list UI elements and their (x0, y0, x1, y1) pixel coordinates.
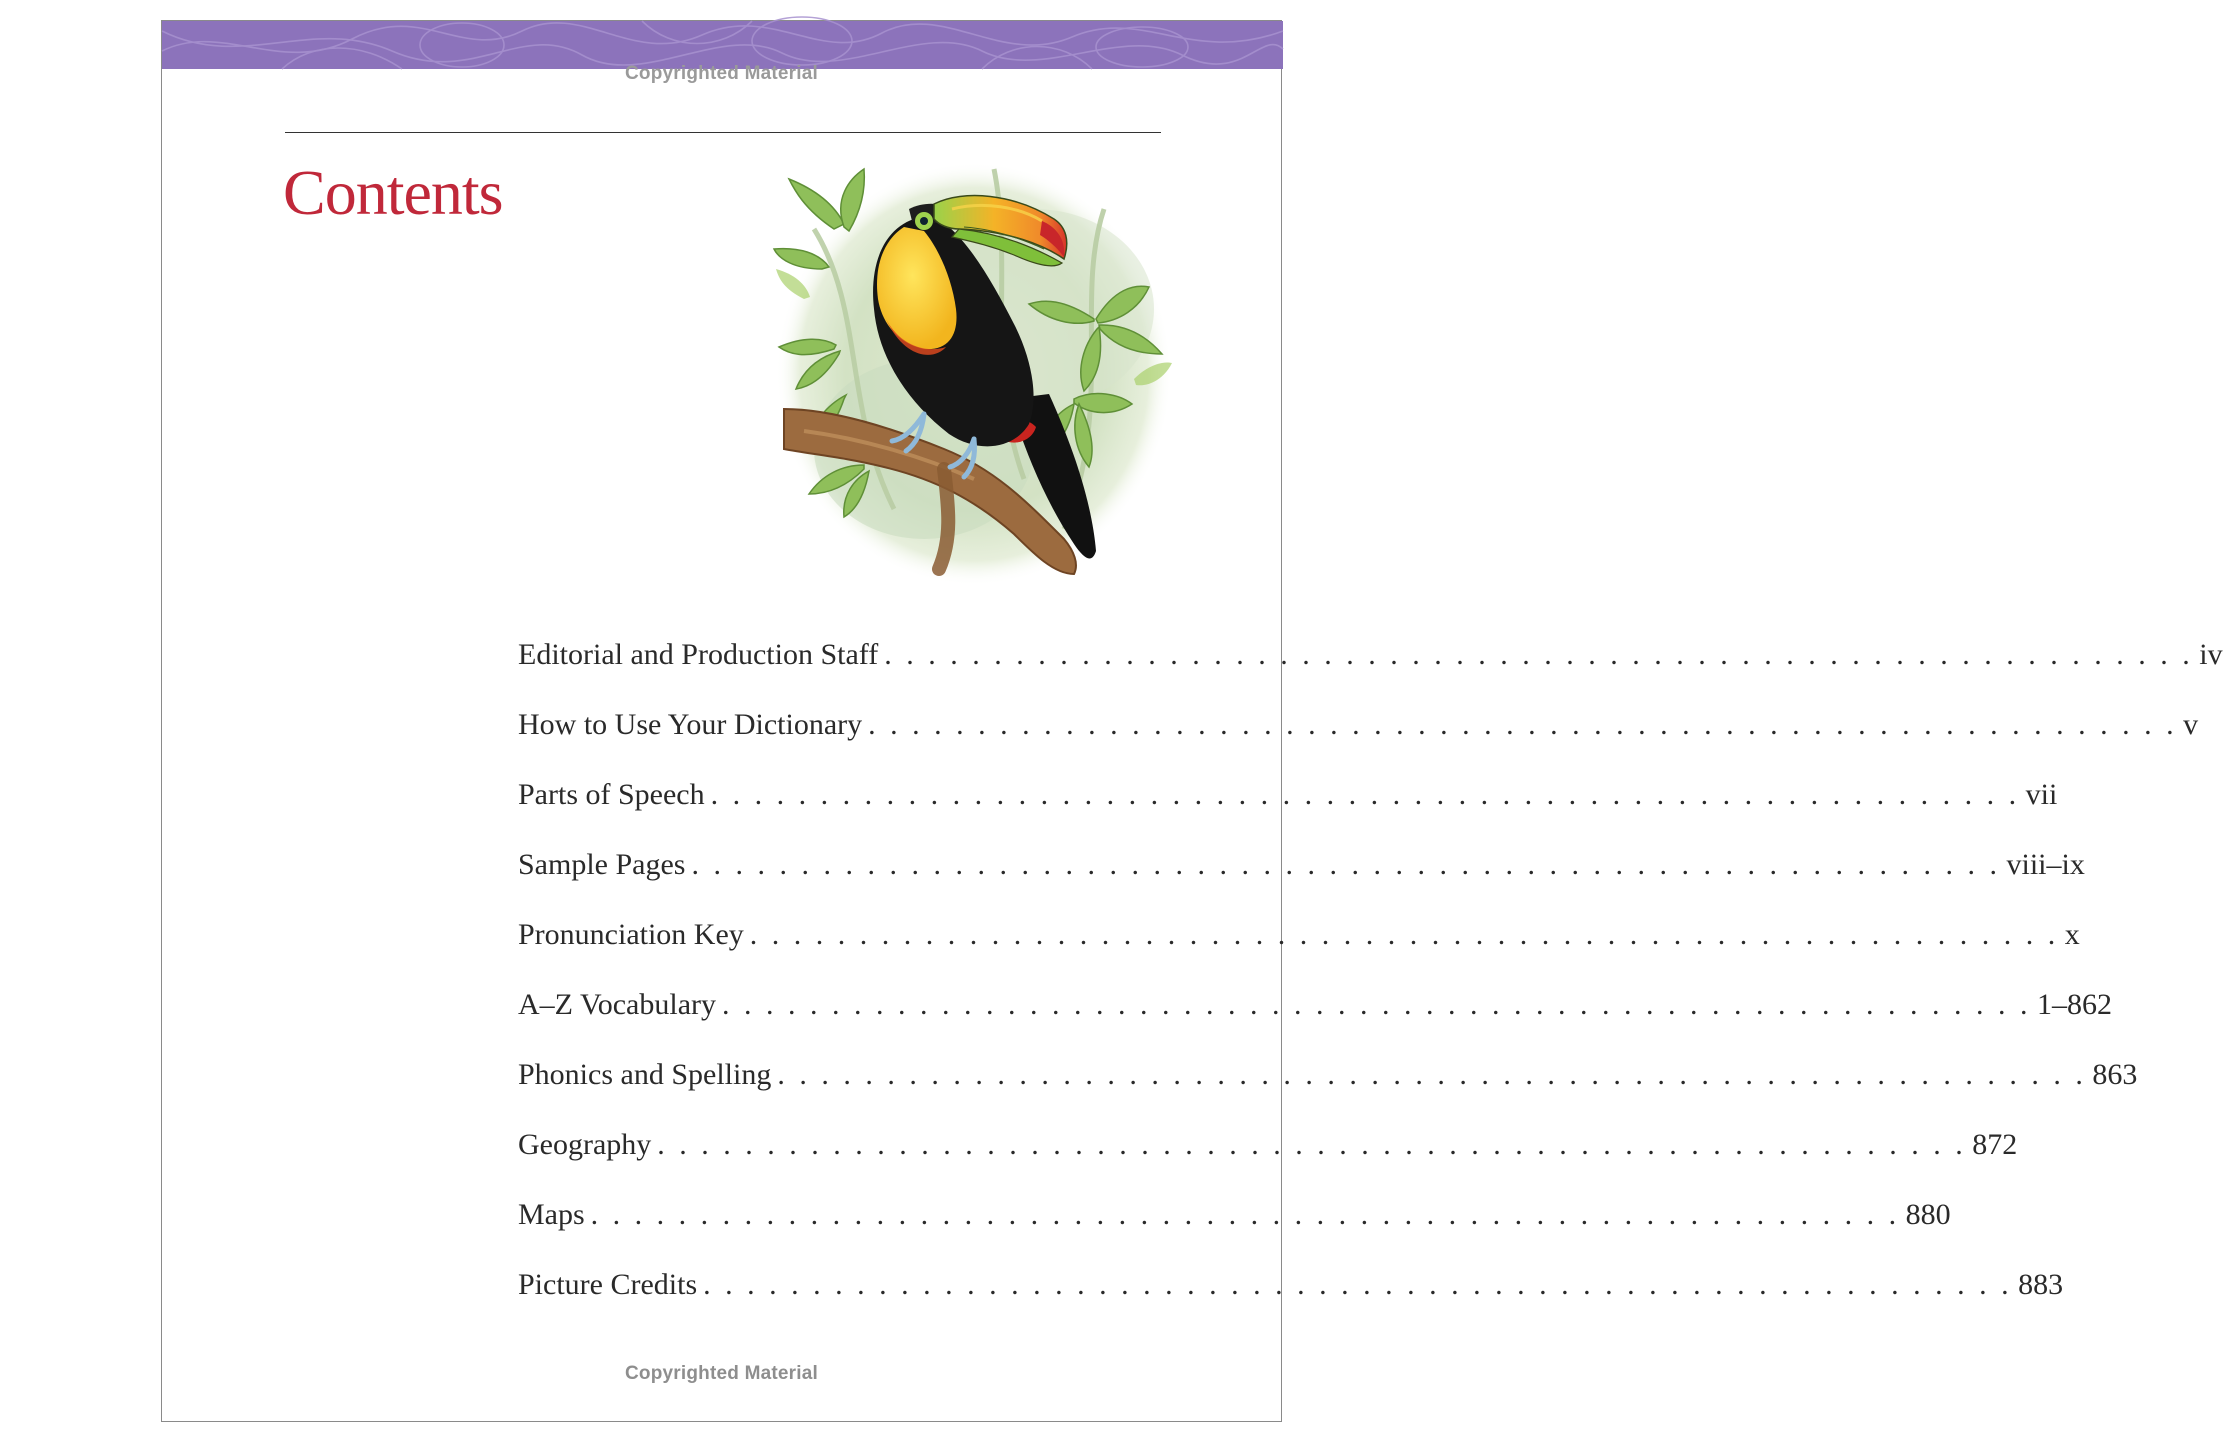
toc-entry-label: A–Z Vocabulary (518, 988, 717, 1021)
toc-entry[interactable] (518, 848, 2085, 918)
toc-dot-leader: . . . . . . . . . . . . . . . . . . . . . . . . . . . . . . . . . . . . . . . . . . . . . . . . . . . . . . . . . . . . (777, 1058, 2087, 1091)
toc-entry[interactable] (518, 1198, 1951, 1268)
toc-entry[interactable] (518, 1058, 2138, 1128)
watermark-top: Copyrighted Material (625, 63, 818, 84)
toc-dot-leader: . . . . . . . . . . . . . . . . . . . . . . . . . . . . . . . . . . . . . . . . . . . . . . . . . . . . . . . . . . . . (657, 1128, 1967, 1161)
toc-entry-page: iv (2199, 638, 2223, 671)
toc-dot-leader: . . . . . . . . . . . . . . . . . . . . . . . . . . . . . . . . . . . . . . . . . . . . . . . . . . . . . . . . . . . . (691, 848, 2001, 881)
toc-entry[interactable] (518, 1268, 2064, 1338)
toc-entry[interactable] (518, 778, 2058, 848)
page-title: Contents (283, 157, 503, 228)
toc-entry-page: x (2064, 918, 2080, 951)
swirl-pattern (162, 21, 1283, 69)
toc-entry[interactable] (518, 988, 2113, 1058)
toc-entry-page: viii–ix (2006, 848, 2085, 881)
toc-entry-label: Geography (518, 1128, 652, 1161)
toc-dot-leader: . . . . . . . . . . . . . . . . . . . . . . . . . . . . . . . . . . . . . . . . . . . . . . . . . . . . . . . . . . . . (868, 708, 2178, 741)
watermark-bottom: Copyrighted Material (625, 1363, 818, 1384)
toc-entry-page: 880 (1905, 1198, 1951, 1231)
toc-dot-leader: . . . . . . . . . . . . . . . . . . . . . . . . . . . . . . . . . . . . . . . . . . . . . . . . . . . . . . . . . . . . (749, 918, 2059, 951)
table-of-contents (518, 638, 2223, 1338)
toc-entry-label: Editorial and Production Staff (518, 638, 879, 671)
toc-entry[interactable] (518, 708, 2199, 778)
toc-dot-leader: . . . . . . . . . . . . . . . . . . . . . . . . . . . . . . . . . . . . . . . . . . . . . . . . . . . . . . . . . . . . (590, 1198, 1900, 1231)
toc-dot-leader: . . . . . . . . . . . . . . . . . . . . . . . . . . . . . . . . . . . . . . . . . . . . . . . . . . . . . . . . . . . . (703, 1268, 2013, 1301)
header-band (162, 21, 1281, 69)
toc-entry-label: Maps (518, 1198, 585, 1231)
toc-entry[interactable] (518, 1128, 2018, 1198)
toc-entry-page: 863 (2092, 1058, 2138, 1091)
toucan-illustration (774, 149, 1174, 589)
toc-entry-page: 883 (2018, 1268, 2064, 1301)
toc-entry-label: Picture Credits (518, 1268, 698, 1301)
toc-entry-page: vii (2025, 778, 2058, 811)
toc-entry-label: Pronunciation Key (518, 918, 744, 951)
toc-entry-label: Parts of Speech (518, 778, 705, 811)
toc-entry-label: Phonics and Spelling (518, 1058, 772, 1091)
toucan-icon (774, 149, 1174, 589)
toc-entry-page: v (2183, 708, 2199, 741)
toc-dot-leader: . . . . . . . . . . . . . . . . . . . . . . . . . . . . . . . . . . . . . . . . . . . . . . . . . . . . . . . . . . . . (722, 988, 2032, 1021)
book-page (161, 20, 2223, 1422)
toc-entry[interactable] (518, 638, 2223, 708)
toc-entry-page: 1–862 (2037, 988, 2113, 1021)
toc-entry-page: 872 (1972, 1128, 2018, 1161)
toc-entry[interactable] (518, 918, 2080, 988)
toc-entry-label: How to Use Your Dictionary (518, 708, 863, 741)
toc-dot-leader: . . . . . . . . . . . . . . . . . . . . . . . . . . . . . . . . . . . . . . . . . . . . . . . . . . . . . . . . . . . . (710, 778, 2020, 811)
toc-dot-leader: . . . . . . . . . . . . . . . . . . . . . . . . . . . . . . . . . . . . . . . . . . . . . . . . . . . . . . . . . . . . (884, 638, 2194, 671)
toc-entry-label: Sample Pages (518, 848, 686, 881)
header-rule (285, 132, 1161, 133)
